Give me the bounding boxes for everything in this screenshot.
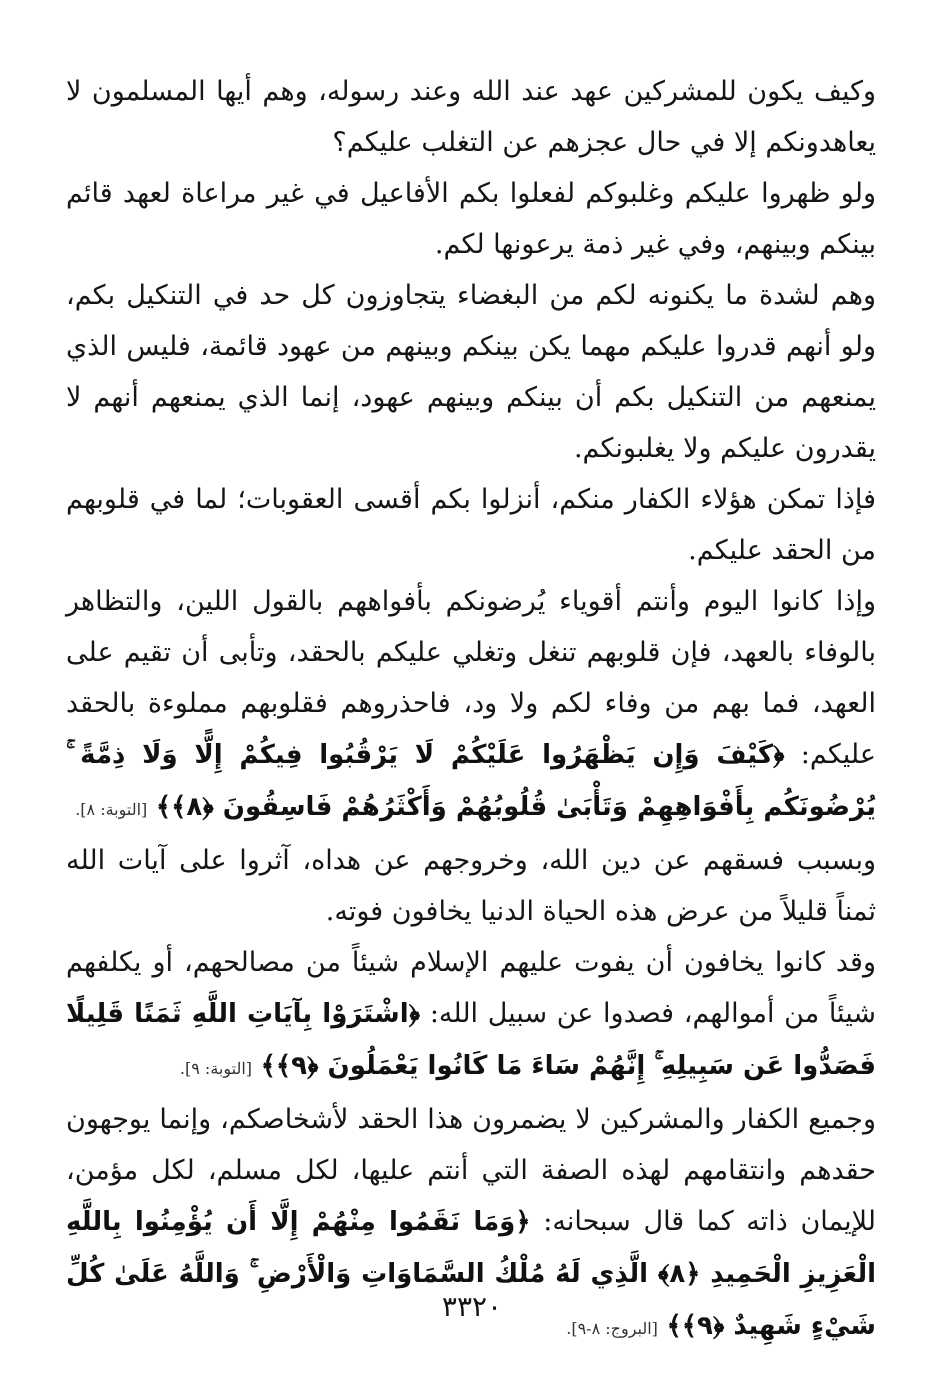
- page-number: ٣٣٢٠: [441, 1290, 503, 1323]
- paragraph-5: [66, 576, 876, 835]
- paragraph-text: وجميع الكفار والمشركين لا يضمرون هذا الحقد لأشخاصكم، وإنما يوجهون حقدهم وانتقامهم لهذه الصفة التي أنتم عليها، لكل مسلم، لكل مؤمن، للإيمان ذاته كما قال سبحانه:: [66, 1104, 876, 1237]
- paragraph-text: وهم لشدة ما يكنونه لكم من البغضاء يتجاوزون كل حد في التنكيل بكم، ولو أنهم قدروا عليكم مهما يكن بينكم وبينهم من عهود قائمة، فليس الذي يمنعهم من التنكيل بكم أن بينكم وبينهم عهود، إنما الذي يمنعهم أنهم لا يقدرون عليكم ولا يغلبونكم.: [66, 280, 876, 464]
- quran-verse: ﴿وَمَا نَقَمُوا مِنْهُمْ إِلَّا أَن يُؤْمِنُوا بِاللَّهِ الْعَزِيزِ الْحَمِيدِ ﴿٨﴾ الَّذِي لَهُ مُلْكُ السَّمَاوَاتِ وَالْأَرْضِ ۚ وَاللَّهُ عَلَىٰ كُلِّ شَيْءٍ شَهِيدٌ ﴿٩﴾﴾: [66, 1207, 877, 1341]
- paragraph-2: [66, 168, 876, 270]
- paragraph-3: [66, 270, 876, 474]
- paragraph-text: وبسبب فسقهم عن دين الله، وخروجهم عن هداه، آثروا على آيات الله ثمناً قليلاً من عرض هذه الحياة الدنيا يخافون فوته.: [66, 845, 876, 927]
- quran-verse: ﴿كَيْفَ وَإِن يَظْهَرُوا عَلَيْكُمْ لَا يَرْقُبُوا فِيكُمْ إِلًّا وَلَا ذِمَّةً ۚ يُرْضُونَكُم بِأَفْوَاهِهِمْ وَتَأْبَىٰ قُلُوبُهُمْ وَأَكْثَرُهُمْ فَاسِقُونَ ﴿٨﴾﴾: [66, 740, 876, 822]
- paragraph-text: وإذا كانوا اليوم وأنتم أقوياء يُرضونكم بأفواههم بالقول اللين، والتظاهر بالوفاء بالعهد، فإن قلوبهم تنغل وتغلي عليكم بالحقد، وتأبى أن تقيم على العهد، فما بهم من وفاء لكم ولا ود، فاحذروهم فقلوبهم مملوءة بالحقد عليكم:: [66, 586, 876, 770]
- paragraph-text: ولو ظهروا عليكم وغلبوكم لفعلوا بكم الأفاعيل في غير مراعاة لعهد قائم بينكم وبينهم، وفي غير ذمة يرعونها لكم.: [66, 178, 876, 260]
- paragraph-text: فإذا تمكن هؤلاء الكفار منكم، أنزلوا بكم أقسى العقوبات؛ لما في قلوبهم من الحقد عليكم.: [66, 484, 876, 566]
- paragraph-text: وكيف يكون للمشركين عهد عند الله وعند رسوله، وهم أيها المسلمون لا يعاهدونكم إلا في حال عجزهم عن التغلب عليكم؟: [66, 76, 876, 158]
- paragraph-1: [66, 66, 876, 168]
- verse-reference: [البروج: ٨-٩].: [566, 1319, 658, 1338]
- quran-verse: ﴿اشْتَرَوْا بِآيَاتِ اللَّهِ ثَمَنًا قَلِيلًا فَصَدُّوا عَن سَبِيلِهِ ۚ إِنَّهُمْ سَاءَ مَا كَانُوا يَعْمَلُونَ ﴿٩﴾﴾: [66, 999, 876, 1081]
- paragraph-4: [66, 474, 876, 576]
- paragraph-text: وقد كانوا يخافون أن يفوت عليهم الإسلام شيئاً من مصالحهم، أو يكلفهم شيئاً من أموالهم، فصدوا عن سبيل الله:: [66, 947, 876, 1029]
- verse-reference: [التوبة: ٩].: [179, 1059, 253, 1078]
- paragraph-7: [66, 937, 876, 1094]
- page-body: [66, 66, 876, 1354]
- paragraph-6: [66, 835, 876, 937]
- verse-reference: [التوبة: ٨].: [75, 800, 148, 819]
